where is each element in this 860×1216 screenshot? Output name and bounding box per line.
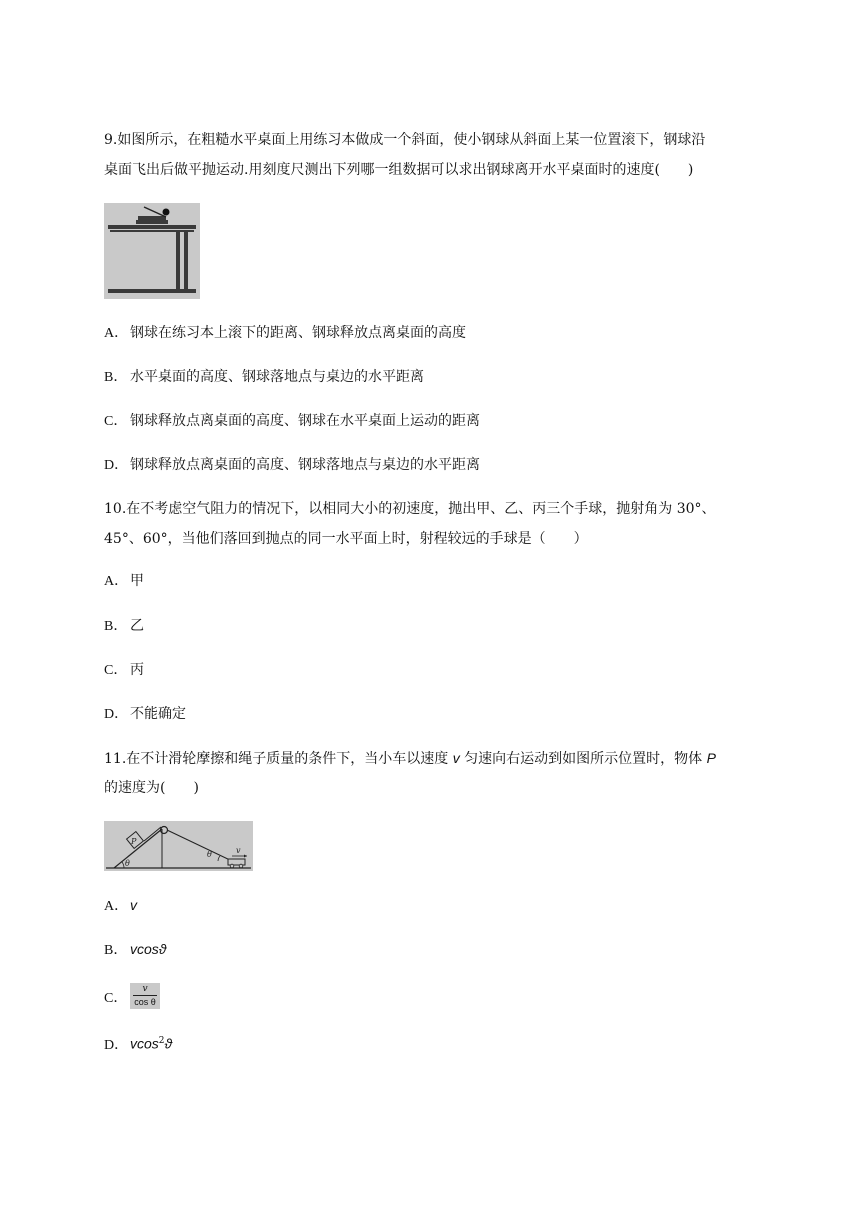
fig-label-theta-right: θ <box>207 850 212 859</box>
fig-label-v: v <box>236 846 241 855</box>
option-label: B． <box>104 370 128 385</box>
q9-stem-line2: 桌面飞出后做平抛运动.用刻度尺测出下列哪一组数据可以求出钢球离开水平桌面时的速度( ) <box>104 162 694 178</box>
option-text: vcosϑ <box>130 941 167 957</box>
q11-stem-line2: 的速度为( ) <box>104 780 199 796</box>
option-text: v <box>130 897 137 913</box>
fraction-numerator: v <box>142 984 148 994</box>
option-text: 乙 <box>130 618 144 634</box>
q10-option-b[interactable] <box>104 616 144 637</box>
option-text: 不能确定 <box>130 706 186 722</box>
option-label: D． <box>104 1037 129 1053</box>
option-label: C． <box>104 663 128 678</box>
q11-option-d[interactable] <box>104 1031 172 1056</box>
q9-option-d[interactable] <box>104 455 480 476</box>
fig-label-theta-left: θ <box>125 859 130 868</box>
option-label: C． <box>104 414 128 429</box>
option-label: A． <box>104 326 129 341</box>
q9-option-a[interactable] <box>104 323 466 344</box>
option-label: C． <box>104 991 128 1006</box>
q9-stem-line1: 9.如图所示，在粗糙水平桌面上用练习本做成一个斜面，使小钢球从斜面上某一位置滚下，钢球沿 <box>104 132 706 148</box>
option-text: 甲 <box>130 573 144 589</box>
option-text-v-cos: vcos <box>130 1035 159 1052</box>
q11-var-p: P <box>706 750 716 766</box>
option-label: A． <box>104 899 129 914</box>
q10-option-d[interactable] <box>104 704 186 725</box>
fig-label-p: P <box>131 837 137 846</box>
pulley-cart-diagram <box>104 821 253 871</box>
fraction-denominator: cos θ <box>134 997 156 1007</box>
option-text: 丙 <box>130 662 144 678</box>
q10-stem-line1: 10.在不考虑空气阻力的情况下，以相同大小的初速度，抛出甲、乙、丙三个手球，抛射角为 30°、 <box>104 501 716 517</box>
option-text: 钢球释放点离桌面的高度、钢球在水平桌面上运动的距离 <box>130 413 480 429</box>
option-label: B． <box>104 943 128 958</box>
q10-option-a[interactable] <box>104 571 144 592</box>
q9-option-b[interactable] <box>104 367 424 388</box>
q9-figure-table-ramp <box>104 203 200 299</box>
option-text: 钢球释放点离桌面的高度、钢球落地点与桌边的水平距离 <box>130 457 480 473</box>
option-exponent: 2 <box>158 1036 165 1046</box>
option-theta: ϑ <box>164 1035 173 1052</box>
q11-stem-line1 <box>104 748 716 769</box>
q10-stem-line2: 45°、60°，当他们落回到抛点的同一水平面上时，射程较远的手球是（ ） <box>104 531 588 547</box>
table-ramp-diagram <box>104 203 200 299</box>
q11-stem-part2: 匀速向右运动到如图所示位置时，物体 <box>459 751 707 767</box>
option-text: 钢球在练习本上滚下的距离、钢球释放点离桌面的高度 <box>130 325 466 341</box>
q9-option-c[interactable] <box>104 411 480 432</box>
option-label: D． <box>104 707 129 722</box>
q11-var-v: v <box>452 750 460 766</box>
q11-stem-part1: 11.在不计滑轮摩擦和绳子质量的条件下，当小车以速度 <box>104 751 453 767</box>
option-label: D． <box>104 458 129 473</box>
option-label: A． <box>104 574 129 589</box>
q11-option-a[interactable] <box>104 895 137 917</box>
q11-option-b[interactable] <box>104 939 166 961</box>
option-text: 水平桌面的高度、钢球落地点与桌边的水平距离 <box>130 369 424 385</box>
q11-option-c[interactable] <box>104 985 160 1011</box>
fraction-v-over-cos-theta <box>130 983 160 1009</box>
option-label: B． <box>104 619 128 634</box>
q11-figure-pulley-cart <box>104 821 253 871</box>
q10-option-c[interactable] <box>104 660 144 681</box>
